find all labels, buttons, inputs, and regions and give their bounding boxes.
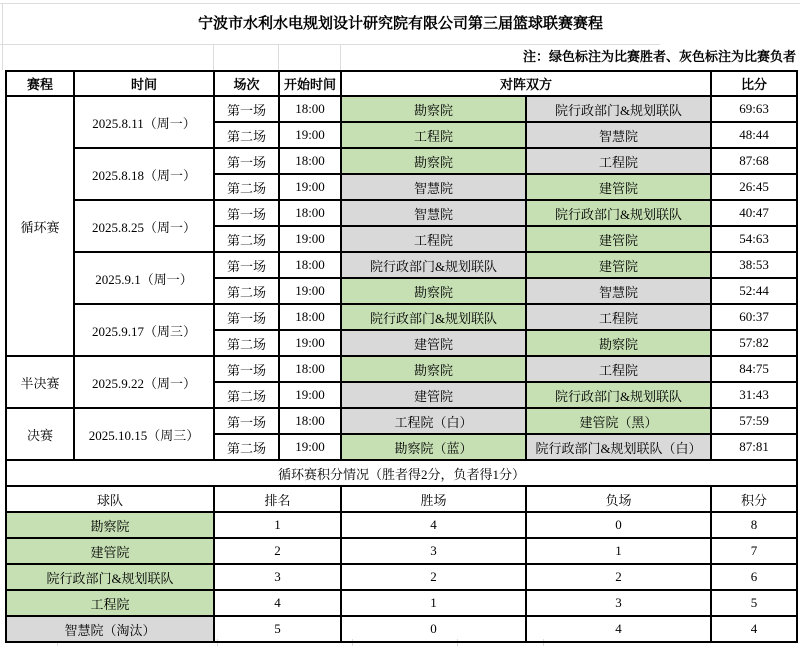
team2-cell: 建管院（黑） (526, 408, 711, 434)
schedule-row (6, 96, 797, 122)
schedule-row (6, 252, 797, 278)
date-cell: 2025.8.25（周一） (74, 200, 214, 252)
match-number-cell: 第一场 (214, 200, 279, 226)
score-cell: 26:45 (711, 174, 797, 200)
date-cell: 2025.9.22（周一） (74, 356, 214, 408)
match-number-cell: 第一场 (214, 252, 279, 278)
start-time-cell: 18:00 (279, 96, 341, 122)
start-time-cell: 18:00 (279, 200, 341, 226)
team1-cell: 勘察院 (341, 148, 526, 174)
match-number-cell: 第二场 (214, 382, 279, 408)
start-time-cell: 19:00 (279, 226, 341, 252)
gridline (2, 3, 3, 70)
team2-cell: 勘察院 (526, 330, 711, 356)
header-rank: 排名 (214, 486, 341, 512)
header-points: 积分 (711, 486, 797, 512)
header-score: 比分 (711, 71, 797, 96)
header-losses: 负场 (526, 486, 711, 512)
standings-body (6, 512, 797, 642)
schedule-row (6, 356, 797, 382)
losses-cell: 2 (526, 564, 711, 590)
team-cell: 勘察院 (6, 512, 214, 538)
score-cell: 60:37 (711, 304, 797, 330)
team1-cell: 智慧院 (341, 200, 526, 226)
match-number-cell: 第一场 (214, 356, 279, 382)
header-wins: 胜场 (341, 486, 526, 512)
start-time-cell: 18:00 (279, 304, 341, 330)
legend-note: 注：绿色标注为比赛胜者、灰色标注为比赛负者 (522, 49, 796, 64)
wins-cell: 1 (341, 590, 526, 616)
team1-cell: 工程院（白） (341, 408, 526, 434)
team2-cell: 建管院 (526, 226, 711, 252)
losses-cell: 1 (526, 538, 711, 564)
team1-cell: 工程院 (341, 122, 526, 148)
schedule-row (6, 408, 797, 434)
match-number-cell: 第二场 (214, 434, 279, 460)
start-time-cell: 19:00 (279, 122, 341, 148)
match-number-cell: 第二场 (214, 330, 279, 356)
header-team: 球队 (6, 486, 214, 512)
team1-cell: 院行政部门&规划联队 (341, 252, 526, 278)
wins-cell: 2 (341, 564, 526, 590)
match-number-cell: 第二场 (214, 278, 279, 304)
standings-row (6, 616, 797, 642)
standings-title-row (6, 460, 797, 486)
start-time-cell: 19:00 (279, 278, 341, 304)
match-number-cell: 第一场 (214, 304, 279, 330)
team2-cell: 工程院 (526, 356, 711, 382)
losses-cell: 0 (526, 512, 711, 538)
team2-cell: 工程院 (526, 304, 711, 330)
score-cell: 38:53 (711, 252, 797, 278)
team1-cell: 建管院 (341, 382, 526, 408)
score-cell: 57:82 (711, 330, 797, 356)
score-cell: 48:44 (711, 122, 797, 148)
team1-cell: 院行政部门&规划联队 (341, 304, 526, 330)
team1-cell: 勘察院（蓝） (341, 434, 526, 460)
standings-header-row (6, 486, 797, 512)
start-time-cell: 18:00 (279, 148, 341, 174)
losses-cell: 4 (526, 616, 711, 642)
schedule-row (6, 200, 797, 226)
team-cell: 建管院 (6, 538, 214, 564)
start-time-cell: 19:00 (279, 330, 341, 356)
match-number-cell: 第一场 (214, 96, 279, 122)
schedule-body (6, 96, 797, 460)
stage-cell: 决赛 (6, 408, 74, 460)
score-cell: 52:44 (711, 278, 797, 304)
rank-cell: 5 (214, 616, 341, 642)
points-cell: 7 (711, 538, 797, 564)
points-cell: 4 (711, 616, 797, 642)
start-time-cell: 19:00 (279, 174, 341, 200)
wins-cell: 0 (341, 616, 526, 642)
team1-cell: 智慧院 (341, 174, 526, 200)
team2-cell: 院行政部门&规划联队（白） (526, 434, 711, 460)
header-start-time: 开始时间 (279, 71, 341, 96)
team-cell: 工程院 (6, 590, 214, 616)
score-cell: 40:47 (711, 200, 797, 226)
team2-cell: 智慧院 (526, 278, 711, 304)
standings-section-title: 循环赛积分情况（胜者得2分，负者得1分） (6, 460, 797, 486)
header-stage: 赛程 (6, 71, 74, 96)
rank-cell: 2 (214, 538, 341, 564)
score-cell: 54:63 (711, 226, 797, 252)
team2-cell: 建管院 (526, 174, 711, 200)
header-matchup: 对阵双方 (341, 71, 711, 96)
header-date: 时间 (74, 71, 214, 96)
standings-row (6, 564, 797, 590)
start-time-cell: 18:00 (279, 252, 341, 278)
date-cell: 2025.10.15（周三） (74, 408, 214, 460)
team1-cell: 建管院 (341, 330, 526, 356)
points-cell: 8 (711, 512, 797, 538)
score-cell: 87:68 (711, 148, 797, 174)
header-match: 场次 (214, 71, 279, 96)
team1-cell: 勘察院 (341, 278, 526, 304)
team-cell: 智慧院（淘汰） (6, 616, 214, 642)
score-cell: 84:75 (711, 356, 797, 382)
schedule-row (6, 148, 797, 174)
match-number-cell: 第二场 (214, 174, 279, 200)
team2-cell: 智慧院 (526, 122, 711, 148)
score-cell: 31:43 (711, 382, 797, 408)
team1-cell: 工程院 (341, 226, 526, 252)
rank-cell: 3 (214, 564, 341, 590)
wins-cell: 3 (341, 538, 526, 564)
page-title: 宁波市水利水电规划设计研究院有限公司第三届篮球联赛赛程 (197, 16, 603, 32)
match-number-cell: 第二场 (214, 122, 279, 148)
team2-cell: 建管院 (526, 252, 711, 278)
score-cell: 69:63 (711, 96, 797, 122)
date-cell: 2025.8.11（周一） (74, 96, 214, 148)
team2-cell: 院行政部门&规划联队 (526, 96, 711, 122)
team1-cell: 勘察院 (341, 96, 526, 122)
team-cell: 院行政部门&规划联队 (6, 564, 214, 590)
standings-row (6, 538, 797, 564)
start-time-cell: 19:00 (279, 382, 341, 408)
date-cell: 2025.9.17（周三） (74, 304, 214, 356)
start-time-cell: 19:00 (279, 434, 341, 460)
stage-cell: 循环赛 (6, 96, 74, 356)
start-time-cell: 18:00 (279, 356, 341, 382)
rank-cell: 1 (214, 512, 341, 538)
score-cell: 87:81 (711, 434, 797, 460)
schedule-header-row (6, 71, 797, 96)
match-number-cell: 第一场 (214, 408, 279, 434)
standings-row (6, 590, 797, 616)
match-number-cell: 第一场 (214, 148, 279, 174)
league-table (5, 70, 798, 643)
wins-cell: 4 (341, 512, 526, 538)
score-cell: 57:59 (711, 408, 797, 434)
points-cell: 6 (711, 564, 797, 590)
date-cell: 2025.8.18（周一） (74, 148, 214, 200)
points-cell: 5 (711, 590, 797, 616)
team2-cell: 院行政部门&规划联队 (526, 200, 711, 226)
date-cell: 2025.9.1（周一） (74, 252, 214, 304)
rank-cell: 4 (214, 590, 341, 616)
standings-section (6, 460, 797, 512)
team2-cell: 院行政部门&规划联队 (526, 382, 711, 408)
team2-cell: 工程院 (526, 148, 711, 174)
losses-cell: 3 (526, 590, 711, 616)
start-time-cell: 18:00 (279, 408, 341, 434)
schedule-row (6, 304, 797, 330)
match-number-cell: 第二场 (214, 226, 279, 252)
stage-cell: 半决赛 (6, 356, 74, 408)
standings-row (6, 512, 797, 538)
team1-cell: 勘察院 (341, 356, 526, 382)
